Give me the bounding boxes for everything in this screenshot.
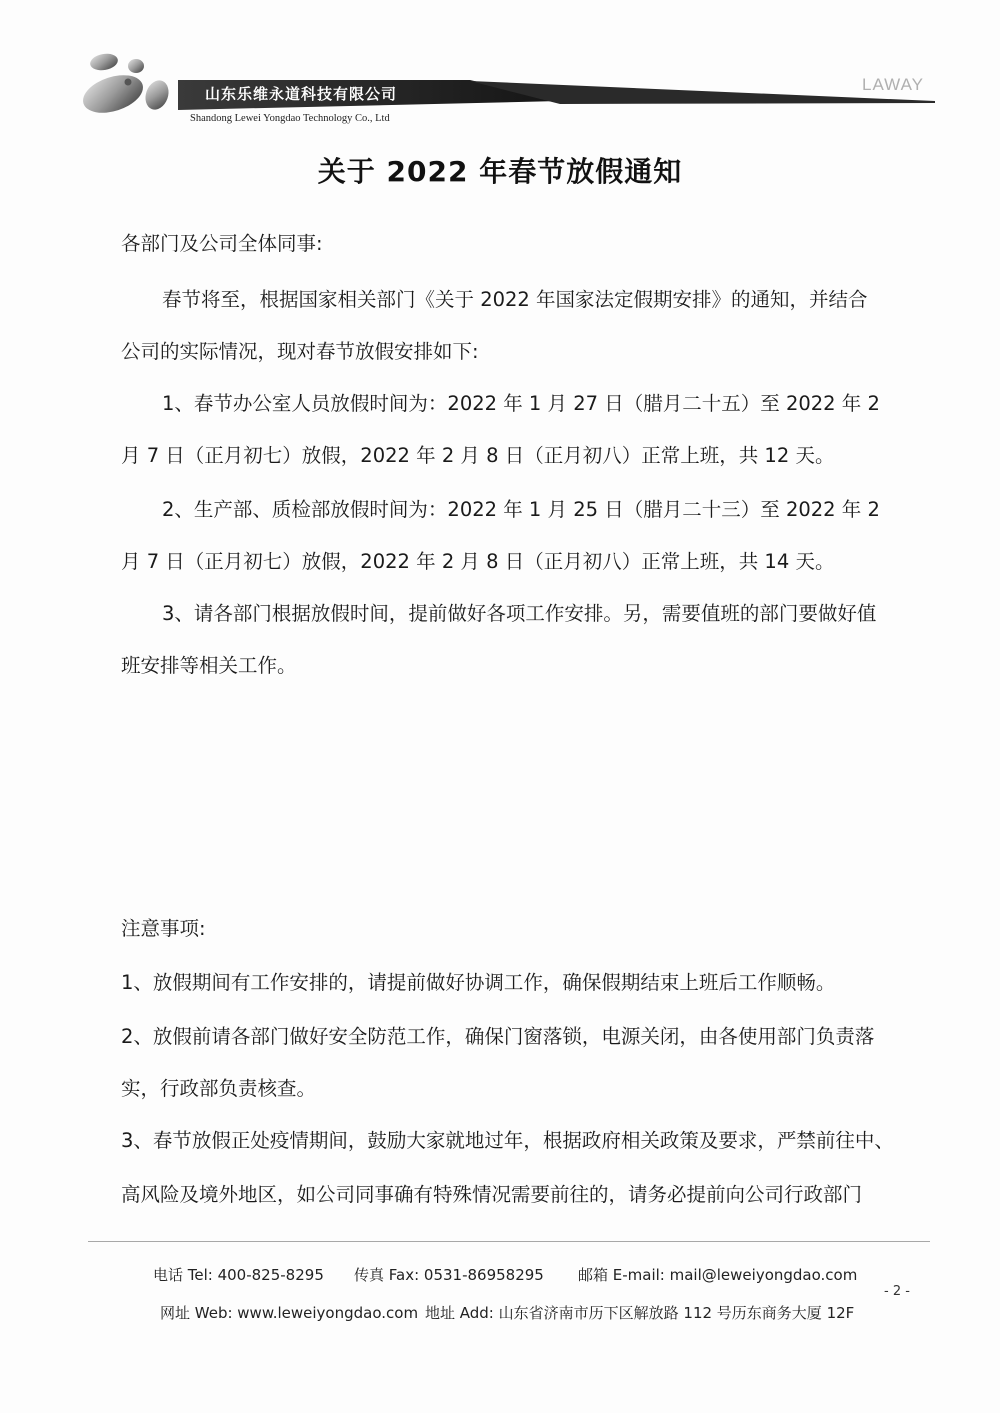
company-name-en: Shandong Lewei Yongdao Technology Co., Ltd: [190, 113, 390, 124]
item-2-line: 2、生产部、质检部放假时间为：2022 年 1 月 25 日（腊月二十三）至 2022 年 2: [162, 498, 880, 521]
footer-address: 地址 Add: 山东省济南市历下区解放路 112 号历东商务大厦 12F: [425, 1304, 855, 1322]
intro-line: 公司的实际情况，现对春节放假安排如下:: [121, 340, 479, 363]
page-number: - 2 -: [884, 1284, 910, 1299]
item-1-line: 月 7 日（正月初七）放假，2022 年 2 月 8 日（正月初八）正常上班，共 12 天。: [121, 444, 835, 467]
notes-heading: 注意事项:: [121, 917, 206, 940]
note-3-line: 高风险及境外地区，如公司同事确有特殊情况需要前往的，请务必提前向公司行政部门: [121, 1183, 863, 1206]
logo-mark-icon: [78, 52, 172, 120]
note-2-line: 2、放假前请各部门做好安全防范工作，确保门窗落锁，电源关闭，由各使用部门负责落: [121, 1025, 875, 1048]
item-2-line: 月 7 日（正月初七）放假，2022 年 2 月 8 日（正月初八）正常上班，共 14 天。: [121, 550, 835, 573]
note-3-line: 3、春节放假正处疫情期间，鼓励大家就地过年，根据政府相关政策及要求，严禁前往中、: [121, 1129, 894, 1152]
company-name-cn: 山东乐维永道科技有限公司: [205, 85, 398, 103]
intro-line: 春节将至，根据国家相关部门《关于 2022 年国家法定假期安排》的通知，并结合: [162, 288, 868, 311]
company-logo: [0, 0, 1000, 140]
brand-mark: LAWAY: [862, 75, 924, 94]
footer-divider: [88, 1241, 930, 1242]
footer-fax: 传真 Fax: 0531-86958295: [354, 1266, 544, 1284]
footer-email: 邮箱 E-mail: mail@leweiyongdao.com: [578, 1266, 858, 1284]
item-1-line: 1、春节办公室人员放假时间为：2022 年 1 月 27 日（腊月二十五）至 2022 年 2: [162, 392, 880, 415]
footer-website: 网址 Web: www.leweiyongdao.com: [160, 1304, 419, 1322]
item-3-line: 3、请各部门根据放假时间，提前做好各项工作安排。另，需要值班的部门要做好值: [162, 602, 877, 625]
note-2-line: 实，行政部负责核查。: [121, 1077, 317, 1100]
item-3-line: 班安排等相关工作。: [121, 654, 297, 677]
greeting: 各部门及公司全体同事:: [121, 232, 323, 255]
page-title: 关于 2022 年春节放假通知: [317, 155, 683, 188]
note-1-line: 1、放假期间有工作安排的，请提前做好协调工作，确保假期结束上班后工作顺畅。: [121, 971, 836, 994]
footer-phone: 电话 Tel: 400-825-8295: [153, 1266, 324, 1284]
